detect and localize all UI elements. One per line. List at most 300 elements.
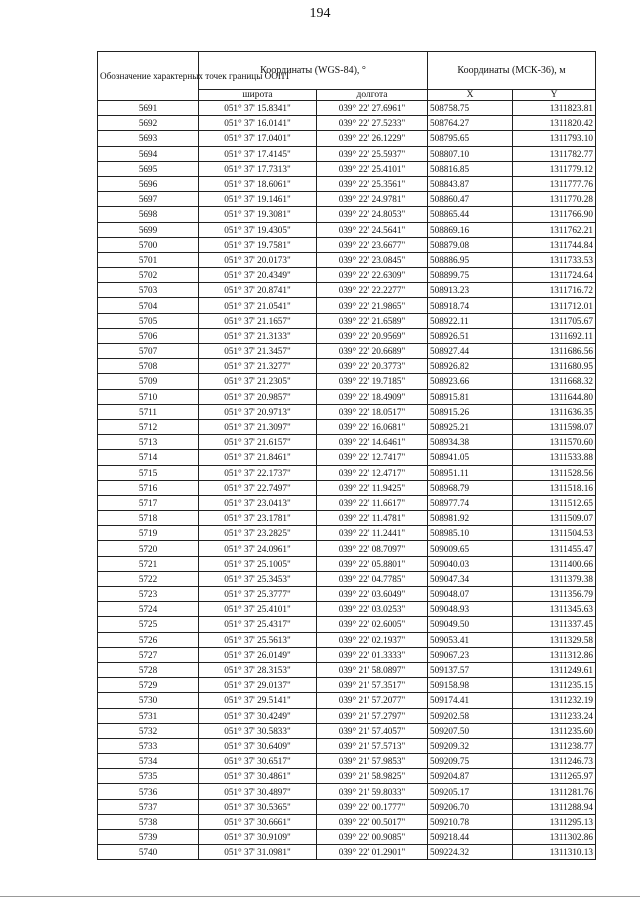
longitude-cell: 039° 22' 11.4781" [317, 511, 428, 526]
y-cell: 1311512.65 [513, 495, 596, 510]
x-cell: 509209.32 [428, 738, 513, 753]
table-row [98, 617, 596, 632]
y-cell: 1311329.58 [513, 632, 596, 647]
y-cell: 1311504.53 [513, 526, 596, 541]
point-id-cell: 5723 [98, 587, 199, 602]
point-id-cell: 5693 [98, 131, 199, 146]
page-bottom-rule [0, 896, 640, 897]
table-row [98, 480, 596, 495]
point-id-cell: 5732 [98, 723, 199, 738]
y-cell: 1311823.81 [513, 101, 596, 116]
point-id-cell: 5724 [98, 602, 199, 617]
longitude-cell: 039° 21' 57.2797" [317, 708, 428, 723]
point-id-cell: 5725 [98, 617, 199, 632]
longitude-cell: 039° 22' 20.3773" [317, 359, 428, 374]
msk-coordinates-header: Координаты (МСК-36), м [428, 52, 596, 90]
y-cell: 1311345.63 [513, 602, 596, 617]
point-id-cell: 5696 [98, 176, 199, 191]
x-cell: 508922.11 [428, 313, 513, 328]
longitude-cell: 039° 22' 23.6677" [317, 237, 428, 252]
y-cell: 1311518.16 [513, 480, 596, 495]
longitude-cell: 039° 21' 57.3517" [317, 678, 428, 693]
x-cell: 508927.44 [428, 344, 513, 359]
point-id-cell: 5705 [98, 313, 199, 328]
x-cell: 508925.21 [428, 419, 513, 434]
latitude-cell: 051° 37' 30.4249" [199, 708, 317, 723]
table-row [98, 389, 596, 404]
page-number: 194 [309, 6, 331, 21]
x-cell: 509174.41 [428, 693, 513, 708]
point-id-cell: 5740 [98, 845, 199, 860]
latitude-cell: 051° 37' 17.4145" [199, 146, 317, 161]
latitude-cell: 051° 37' 30.5365" [199, 799, 317, 814]
longitude-cell: 039° 22' 22.2277" [317, 283, 428, 298]
table-row [98, 252, 596, 267]
y-cell: 1311400.66 [513, 556, 596, 571]
latitude-cell: 051° 37' 24.0961" [199, 541, 317, 556]
point-id-cell: 5691 [98, 101, 199, 116]
table-row [98, 465, 596, 480]
latitude-cell: 051° 37' 25.1005" [199, 556, 317, 571]
table-row [98, 845, 596, 860]
latitude-cell: 051° 37' 20.9857" [199, 389, 317, 404]
table-row [98, 176, 596, 191]
x-cell: 508918.74 [428, 298, 513, 313]
point-id-cell: 5701 [98, 252, 199, 267]
latitude-cell: 051° 37' 21.8461" [199, 450, 317, 465]
longitude-cell: 039° 22' 11.6617" [317, 495, 428, 510]
coordinates-table [97, 51, 596, 860]
y-cell: 1311668.32 [513, 374, 596, 389]
table-header [98, 52, 596, 101]
y-cell: 1311692.11 [513, 328, 596, 343]
x-cell: 508860.47 [428, 192, 513, 207]
table-row [98, 419, 596, 434]
longitude-cell: 039° 22' 14.6461" [317, 435, 428, 450]
latitude-cell: 051° 37' 20.9713" [199, 404, 317, 419]
latitude-cell: 051° 37' 16.0141" [199, 116, 317, 131]
table-row [98, 495, 596, 510]
longitude-cell: 039° 21' 58.0897" [317, 662, 428, 677]
x-cell: 508843.87 [428, 176, 513, 191]
y-cell: 1311310.13 [513, 845, 596, 860]
longitude-cell: 039° 22' 19.7185" [317, 374, 428, 389]
x-cell: 508985.10 [428, 526, 513, 541]
latitude-cell: 051° 37' 19.3081" [199, 207, 317, 222]
table-row [98, 571, 596, 586]
latitude-cell: 051° 37' 22.1737" [199, 465, 317, 480]
y-cell: 1311288.94 [513, 799, 596, 814]
x-cell: 509158.98 [428, 678, 513, 693]
table-row [98, 344, 596, 359]
table-row [98, 328, 596, 343]
point-id-cell: 5698 [98, 207, 199, 222]
point-id-cell: 5737 [98, 799, 199, 814]
y-cell: 1311356.79 [513, 587, 596, 602]
point-id-cell: 5713 [98, 435, 199, 450]
longitude-cell: 039° 22' 25.5937" [317, 146, 428, 161]
x-cell: 509224.32 [428, 845, 513, 860]
table-row [98, 814, 596, 829]
x-cell: 509137.57 [428, 662, 513, 677]
latitude-cell: 051° 37' 21.3133" [199, 328, 317, 343]
x-cell: 509204.87 [428, 769, 513, 784]
point-id-cell: 5720 [98, 541, 199, 556]
x-cell: 509048.07 [428, 587, 513, 602]
point-id-cell: 5719 [98, 526, 199, 541]
longitude-cell: 039° 22' 12.4717" [317, 465, 428, 480]
table-row [98, 283, 596, 298]
longitude-cell: 039° 22' 24.9781" [317, 192, 428, 207]
x-cell: 508886.95 [428, 252, 513, 267]
point-id-cell: 5731 [98, 708, 199, 723]
table-row [98, 526, 596, 541]
longitude-cell: 039° 22' 02.6005" [317, 617, 428, 632]
point-id-cell: 5712 [98, 419, 199, 434]
latitude-cell: 051° 37' 17.7313" [199, 161, 317, 176]
table-row [98, 359, 596, 374]
table-row [98, 161, 596, 176]
wgs-coordinates-header: Координаты (WGS-84), ° [199, 52, 428, 90]
point-id-cell: 5716 [98, 480, 199, 495]
y-cell: 1311265.97 [513, 769, 596, 784]
y-cell: 1311533.88 [513, 450, 596, 465]
x-cell: 509053.41 [428, 632, 513, 647]
table-row [98, 587, 596, 602]
point-id-cell: 5709 [98, 374, 199, 389]
point-id-cell: 5730 [98, 693, 199, 708]
longitude-cell: 039° 22' 11.9425" [317, 480, 428, 495]
longitude-cell: 039° 22' 01.3333" [317, 647, 428, 662]
longitude-cell: 039° 22' 24.5641" [317, 222, 428, 237]
x-cell: 508913.23 [428, 283, 513, 298]
header-row-main [98, 52, 596, 90]
longitude-cell: 039° 22' 02.1937" [317, 632, 428, 647]
point-id-cell: 5714 [98, 450, 199, 465]
y-cell: 1311295.13 [513, 814, 596, 829]
latitude-cell: 051° 37' 30.4861" [199, 769, 317, 784]
latitude-cell: 051° 37' 30.5833" [199, 723, 317, 738]
y-cell: 1311233.24 [513, 708, 596, 723]
table-row [98, 435, 596, 450]
x-cell: 508879.08 [428, 237, 513, 252]
y-cell: 1311744.84 [513, 237, 596, 252]
x-cell: 509205.17 [428, 784, 513, 799]
longitude-cell: 039° 22' 04.7785" [317, 571, 428, 586]
latitude-cell: 051° 37' 17.0401" [199, 131, 317, 146]
x-cell: 508869.16 [428, 222, 513, 237]
table-row [98, 678, 596, 693]
latitude-cell: 051° 37' 23.1781" [199, 511, 317, 526]
latitude-cell: 051° 37' 18.6061" [199, 176, 317, 191]
table-row [98, 662, 596, 677]
point-id-cell: 5700 [98, 237, 199, 252]
latitude-cell: 051° 37' 21.3457" [199, 344, 317, 359]
x-cell: 508807.10 [428, 146, 513, 161]
longitude-cell: 039° 22' 20.9569" [317, 328, 428, 343]
latitude-cell: 051° 37' 25.3453" [199, 571, 317, 586]
table-row [98, 799, 596, 814]
longitude-cell: 039° 22' 20.6689" [317, 344, 428, 359]
point-id-cell: 5736 [98, 784, 199, 799]
table-row [98, 784, 596, 799]
longitude-cell: 039° 21' 59.8033" [317, 784, 428, 799]
x-cell: 508941.05 [428, 450, 513, 465]
point-id-cell: 5695 [98, 161, 199, 176]
longitude-cell: 039° 22' 16.0681" [317, 419, 428, 434]
longitude-cell: 039° 22' 01.2901" [317, 845, 428, 860]
y-cell: 1311312.86 [513, 647, 596, 662]
latitude-cell: 051° 37' 21.3277" [199, 359, 317, 374]
x-cell: 508926.51 [428, 328, 513, 343]
x-cell: 508915.81 [428, 389, 513, 404]
x-cell: 508795.65 [428, 131, 513, 146]
y-cell: 1311820.42 [513, 116, 596, 131]
table-row [98, 237, 596, 252]
latitude-cell: 051° 37' 25.4101" [199, 602, 317, 617]
x-cell: 509009.65 [428, 541, 513, 556]
longitude-cell: 039° 22' 03.0253" [317, 602, 428, 617]
y-cell: 1311281.76 [513, 784, 596, 799]
table-row [98, 632, 596, 647]
y-cell: 1311337.45 [513, 617, 596, 632]
latitude-header: широта [199, 90, 317, 101]
longitude-cell: 039° 21' 57.2077" [317, 693, 428, 708]
latitude-cell: 051° 37' 21.1657" [199, 313, 317, 328]
table-row [98, 830, 596, 845]
table-row [98, 602, 596, 617]
longitude-cell: 039° 22' 18.4909" [317, 389, 428, 404]
y-cell: 1311302.86 [513, 830, 596, 845]
table-row [98, 769, 596, 784]
point-id-cell: 5704 [98, 298, 199, 313]
x-cell: 508923.66 [428, 374, 513, 389]
latitude-cell: 051° 37' 19.1461" [199, 192, 317, 207]
longitude-cell: 039° 22' 26.1229" [317, 131, 428, 146]
y-cell: 1311238.77 [513, 738, 596, 753]
y-cell: 1311724.64 [513, 268, 596, 283]
x-cell: 509206.70 [428, 799, 513, 814]
latitude-cell: 051° 37' 26.0149" [199, 647, 317, 662]
point-id-cell: 5717 [98, 495, 199, 510]
table-row [98, 754, 596, 769]
latitude-cell: 051° 37' 15.8341" [199, 101, 317, 116]
y-cell: 1311644.80 [513, 389, 596, 404]
latitude-cell: 051° 37' 20.0173" [199, 252, 317, 267]
table-row [98, 131, 596, 146]
latitude-cell: 051° 37' 23.2825" [199, 526, 317, 541]
y-cell: 1311779.12 [513, 161, 596, 176]
longitude-header: долгота [317, 90, 428, 101]
y-cell: 1311249.61 [513, 662, 596, 677]
x-cell: 508758.75 [428, 101, 513, 116]
table-row [98, 708, 596, 723]
y-cell: 1311705.67 [513, 313, 596, 328]
point-id-cell: 5729 [98, 678, 199, 693]
longitude-cell: 039° 22' 25.4101" [317, 161, 428, 176]
point-id-cell: 5708 [98, 359, 199, 374]
table-row [98, 450, 596, 465]
table-row [98, 541, 596, 556]
table-row [98, 116, 596, 131]
longitude-cell: 039° 22' 03.6049" [317, 587, 428, 602]
point-id-cell: 5727 [98, 647, 199, 662]
table-row [98, 222, 596, 237]
x-cell: 509040.03 [428, 556, 513, 571]
latitude-cell: 051° 37' 20.8741" [199, 283, 317, 298]
latitude-cell: 051° 37' 30.6661" [199, 814, 317, 829]
point-id-cell: 5697 [98, 192, 199, 207]
y-cell: 1311235.15 [513, 678, 596, 693]
longitude-cell: 039° 22' 23.0845" [317, 252, 428, 267]
table-row [98, 207, 596, 222]
point-id-cell: 5711 [98, 404, 199, 419]
point-id-cell: 5706 [98, 328, 199, 343]
x-cell: 509202.58 [428, 708, 513, 723]
latitude-cell: 051° 37' 25.5613" [199, 632, 317, 647]
longitude-cell: 039° 22' 05.8801" [317, 556, 428, 571]
longitude-cell: 039° 22' 18.0517" [317, 404, 428, 419]
longitude-cell: 039° 22' 12.7417" [317, 450, 428, 465]
point-id-cell: 5703 [98, 283, 199, 298]
y-cell: 1311686.56 [513, 344, 596, 359]
longitude-cell: 039° 22' 00.5017" [317, 814, 428, 829]
longitude-cell: 039° 21' 57.5713" [317, 738, 428, 753]
table-row [98, 374, 596, 389]
longitude-cell: 039° 22' 21.9865" [317, 298, 428, 313]
point-id-cell: 5726 [98, 632, 199, 647]
latitude-cell: 051° 37' 19.4305" [199, 222, 317, 237]
latitude-cell: 051° 37' 30.6517" [199, 754, 317, 769]
point-id-cell: 5692 [98, 116, 199, 131]
longitude-cell: 039° 22' 25.3561" [317, 176, 428, 191]
x-cell: 509067.23 [428, 647, 513, 662]
latitude-cell: 051° 37' 19.7581" [199, 237, 317, 252]
x-cell: 509048.93 [428, 602, 513, 617]
latitude-cell: 051° 37' 30.9109" [199, 830, 317, 845]
x-cell: 509210.78 [428, 814, 513, 829]
y-header: Y [513, 90, 596, 101]
x-cell: 508934.38 [428, 435, 513, 450]
x-cell: 509207.50 [428, 723, 513, 738]
longitude-cell: 039° 22' 22.6309" [317, 268, 428, 283]
latitude-cell: 051° 37' 31.0981" [199, 845, 317, 860]
x-cell: 508968.79 [428, 480, 513, 495]
table-row [98, 511, 596, 526]
y-cell: 1311716.72 [513, 283, 596, 298]
point-id-cell: 5733 [98, 738, 199, 753]
x-cell: 509049.50 [428, 617, 513, 632]
table-row [98, 647, 596, 662]
x-cell: 509209.75 [428, 754, 513, 769]
table-row [98, 556, 596, 571]
longitude-cell: 039° 22' 24.8053" [317, 207, 428, 222]
y-cell: 1311235.60 [513, 723, 596, 738]
point-id-cell: 5735 [98, 769, 199, 784]
y-cell: 1311793.10 [513, 131, 596, 146]
point-id-cell: 5718 [98, 511, 199, 526]
latitude-cell: 051° 37' 21.3097" [199, 419, 317, 434]
latitude-cell: 051° 37' 30.4897" [199, 784, 317, 799]
point-id-cell: 5721 [98, 556, 199, 571]
point-id-cell: 5707 [98, 344, 199, 359]
latitude-cell: 051° 37' 23.0413" [199, 495, 317, 510]
y-cell: 1311455.47 [513, 541, 596, 556]
y-cell: 1311777.76 [513, 176, 596, 191]
x-cell: 508915.26 [428, 404, 513, 419]
point-id-cell: 5739 [98, 830, 199, 845]
point-id-cell: 5702 [98, 268, 199, 283]
y-cell: 1311636.35 [513, 404, 596, 419]
latitude-cell: 051° 37' 28.3153" [199, 662, 317, 677]
point-id-cell: 5738 [98, 814, 199, 829]
x-cell: 508981.92 [428, 511, 513, 526]
latitude-cell: 051° 37' 21.2305" [199, 374, 317, 389]
x-cell: 508951.11 [428, 465, 513, 480]
x-cell: 508816.85 [428, 161, 513, 176]
x-cell: 508865.44 [428, 207, 513, 222]
y-cell: 1311379.38 [513, 571, 596, 586]
y-cell: 1311766.90 [513, 207, 596, 222]
latitude-cell: 051° 37' 21.0541" [199, 298, 317, 313]
latitude-cell: 051° 37' 29.0137" [199, 678, 317, 693]
x-header: X [428, 90, 513, 101]
table-row [98, 101, 596, 116]
table-row [98, 298, 596, 313]
table-row [98, 693, 596, 708]
longitude-cell: 039° 22' 27.6961" [317, 101, 428, 116]
point-id-cell: 5710 [98, 389, 199, 404]
y-cell: 1311246.73 [513, 754, 596, 769]
table-body [98, 101, 596, 860]
y-cell: 1311570.60 [513, 435, 596, 450]
point-id-cell: 5722 [98, 571, 199, 586]
point-id-cell: 5699 [98, 222, 199, 237]
point-id-cell: 5694 [98, 146, 199, 161]
longitude-cell: 039° 21' 57.9853" [317, 754, 428, 769]
y-cell: 1311598.07 [513, 419, 596, 434]
x-cell: 508899.75 [428, 268, 513, 283]
table-row [98, 192, 596, 207]
y-cell: 1311762.21 [513, 222, 596, 237]
y-cell: 1311733.53 [513, 252, 596, 267]
point-column-header: Обозначение характерных точек границы ООПТ [98, 52, 199, 101]
x-cell: 508977.74 [428, 495, 513, 510]
table-row [98, 268, 596, 283]
longitude-cell: 039° 22' 11.2441" [317, 526, 428, 541]
table-row [98, 146, 596, 161]
longitude-cell: 039° 22' 00.1777" [317, 799, 428, 814]
table-row [98, 313, 596, 328]
latitude-cell: 051° 37' 30.6409" [199, 738, 317, 753]
y-cell: 1311712.01 [513, 298, 596, 313]
latitude-cell: 051° 37' 20.4349" [199, 268, 317, 283]
y-cell: 1311232.19 [513, 693, 596, 708]
point-id-cell: 5734 [98, 754, 199, 769]
y-cell: 1311782.77 [513, 146, 596, 161]
x-cell: 509047.34 [428, 571, 513, 586]
x-cell: 509218.44 [428, 830, 513, 845]
table-row [98, 723, 596, 738]
latitude-cell: 051° 37' 25.4317" [199, 617, 317, 632]
table-row [98, 738, 596, 753]
y-cell: 1311680.95 [513, 359, 596, 374]
longitude-cell: 039° 22' 21.6589" [317, 313, 428, 328]
x-cell: 508926.82 [428, 359, 513, 374]
y-cell: 1311509.07 [513, 511, 596, 526]
longitude-cell: 039° 21' 57.4057" [317, 723, 428, 738]
longitude-cell: 039° 21' 58.9825" [317, 769, 428, 784]
